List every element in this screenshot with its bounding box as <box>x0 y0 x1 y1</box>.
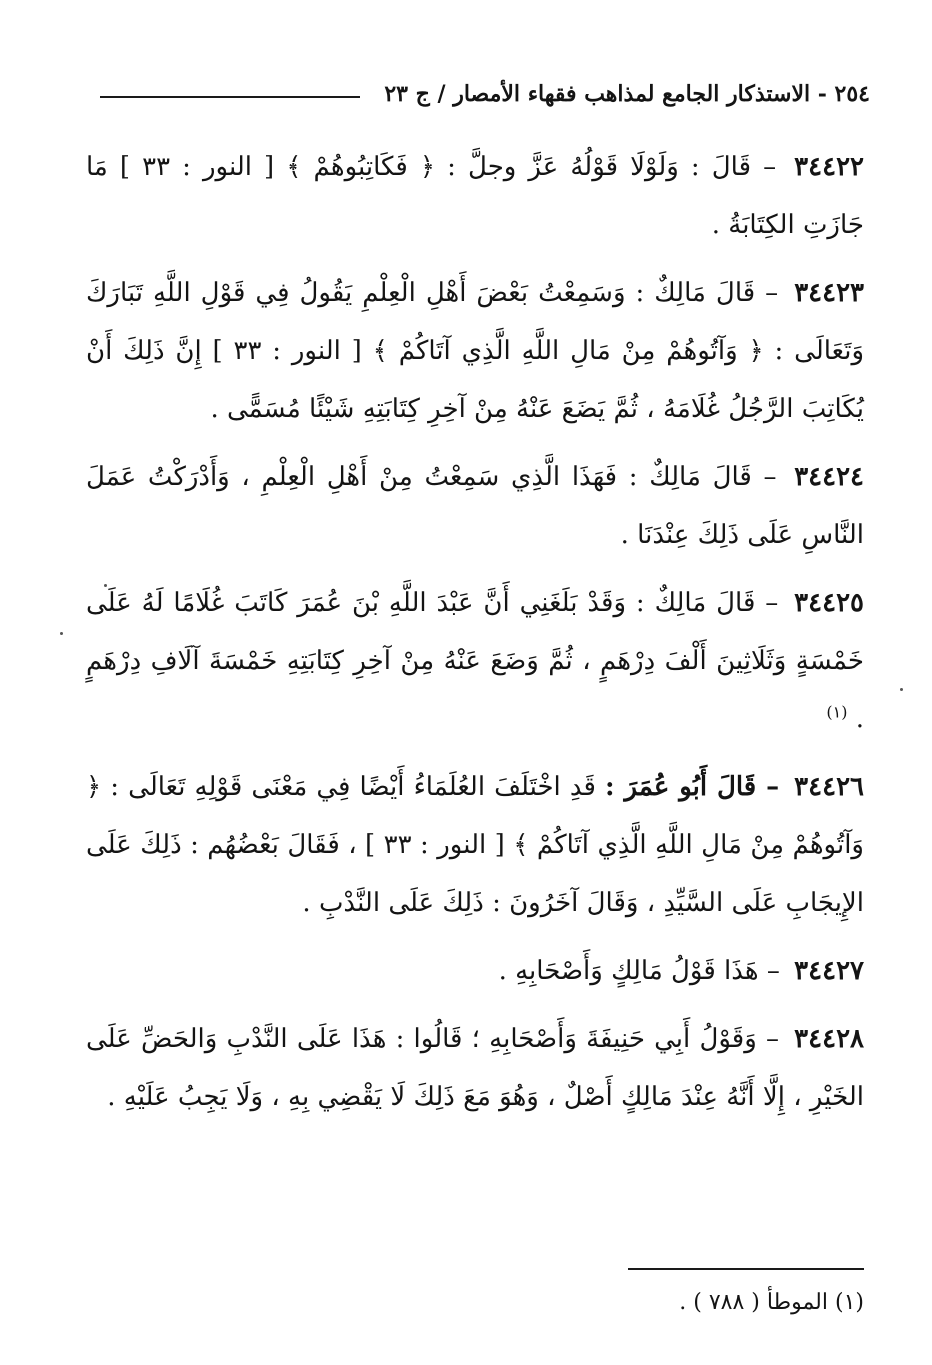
paragraph-text: – قَالَ مَالِكٌ : وَسَمِعْتُ بَعْضَ أَهْلِ الْعِلْمِ يَقُولُ فِي قَوْلِ اللَّهِ تَبَارَكَ وَتَعَالَى : ﴿ وَآتُوهُمْ مِنْ مَالِ اللَّهِ الَّذِي آتَاكُمْ ﴾ [ النور : ٣٣ ] إِنَّ ذَلِكَ أَنْ يُكَاتِبَ الرَّجُلُ غُلَامَهُ ، ثُمَّ يَضَعَ عَنْهُ مِنْ آخِرِ كِتَابَتِهِ شَيْئًا مُسَمًّى . <box>86 278 864 424</box>
paragraph-text: – قَالَ مَالِكٌ : فَهَذَا الَّذِي سَمِعْتُ مِنْ أَهْلِ الْعِلْمِ ، وَأَدْرَكْتُ عَمَلَ النَّاسِ عَلَى ذَلِكَ عِنْدَنَا . <box>86 462 864 550</box>
paragraph-number: ٣٤٤٢٧ <box>794 956 864 986</box>
paragraph-34422 <box>86 138 864 254</box>
paragraph-34425 <box>86 574 864 748</box>
paragraph-number: ٣٤٤٢٢ <box>794 152 864 182</box>
footnote-separator <box>628 1268 864 1270</box>
header-rule <box>100 96 360 98</box>
paragraph-number: ٣٤٤٢٣ <box>794 278 865 308</box>
paragraph-text: قَدِ اخْتَلَفَ العُلَمَاءُ أَيْضًا فِي مَعْنَى قَوْلِهِ تَعَالَى : ﴿ وَآتُوهُمْ مِنْ مَالِ اللَّهِ الَّذِي آتَاكُمْ ﴾ [ النور : ٣٣ ] ، فَقَالَ بَعْضُهُم : ذَلِكَ عَلَى الإِيجَابِ عَلَى السَّيِّدِ ، وَقَالَ آخَرُونَ : ذَلِكَ عَلَى النَّدْبِ . <box>86 772 864 918</box>
paragraph-number: ٣٤٤٢٨ <box>794 1024 864 1054</box>
page-body <box>86 138 864 1136</box>
paragraph-34426 <box>86 758 864 932</box>
paragraph-number: ٣٤٤٢٥ <box>794 588 864 618</box>
paragraph-34427 <box>86 942 864 1000</box>
paragraph-34423 <box>86 264 864 438</box>
paragraph-34428 <box>86 1010 864 1126</box>
paragraph-text: – قَالَ : وَلَوْلَا قَوْلُهُ عَزَّ وجلَّ : ﴿ فَكَاتِبُوهُمْ ﴾ [ النور : ٣٣ ] مَا جَازَتِ الكِتَابَةُ . <box>86 152 864 240</box>
paragraph-text: – هَذَا قَوْلُ مَالِكٍ وَأَصْحَابِهِ . <box>498 956 780 986</box>
paragraph-text: – وَقَوْلُ أَبِي حَنِيفَةَ وَأَصْحَابِهِ ؛ قَالُوا : هَذَا عَلَى النَّدْبِ وَالحَضِّ عَلَى الخَيْرِ ، إِلَّا أَنَّهُ عِنْدَ مَالِكٍ أَصْلٌ ، وَهُوَ مَعَ ذَلِكَ لَا يَقْضِي بِهِ ، وَلَا يَجِبُ عَلَيْهِ . <box>86 1024 864 1112</box>
author-attribution: – قَالَ أَبُو عُمَرَ : <box>605 772 780 802</box>
footnote: (١) الموطأ ( ٧٨٨ ) . <box>679 1290 864 1315</box>
paragraph-number: ٣٤٤٢٦ <box>794 772 864 802</box>
footnote-mark[interactable]: (١) <box>826 702 848 722</box>
scan-speck <box>60 632 63 635</box>
scan-speck <box>900 688 903 691</box>
running-header <box>100 74 870 114</box>
scan-speck <box>104 584 107 587</box>
paragraph-text: – قَالَ مَالِكٌ : وَقَدْ بَلَغَنِي أَنَّ عَبْدَ اللَّهِ بْنَ عُمَرَ كَاتَبَ غُلَامًا لَهُ عَلَى خَمْسَةٍ وَثَلَاثِينَ أَلْفَ دِرْهَمٍ ، ثُمَّ وَضَعَ عَنْهُ مِنْ آخِرِ كِتَابَتِهِ خَمْسَةَ آلَافِ دِرْهَمٍ . <box>86 588 864 734</box>
paragraph-34424 <box>86 448 864 564</box>
running-title: ٢٥٤ - الاستذكار الجامع لمذاهب فقهاء الأمصار / ج ٢٣ <box>384 81 870 107</box>
paragraph-number: ٣٤٤٢٤ <box>794 462 865 492</box>
